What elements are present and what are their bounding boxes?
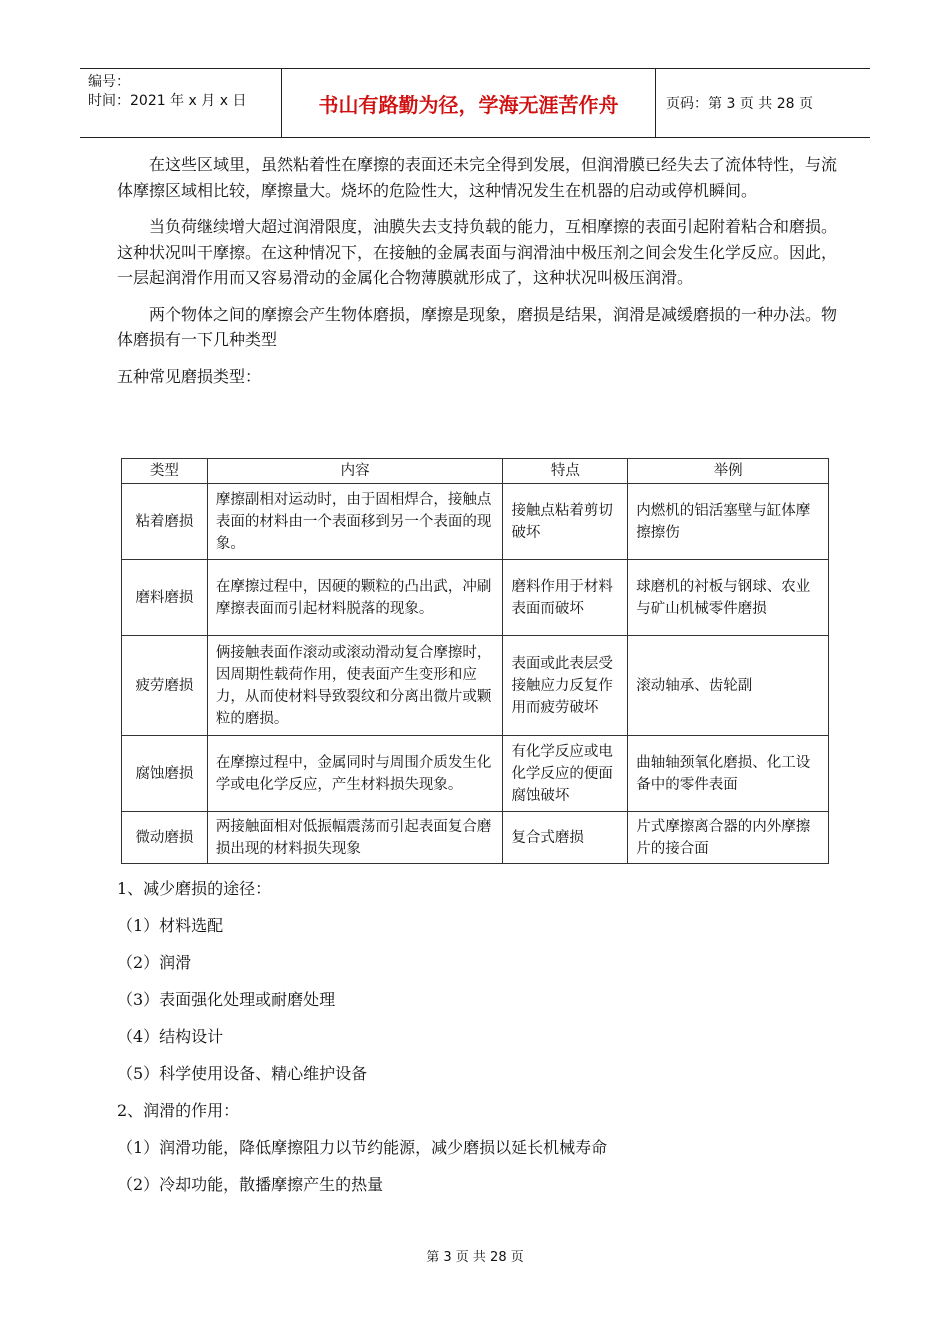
feature-cell: 有化学反应或电化学反应的便面腐蚀破坏 <box>503 736 628 812</box>
type-cell: 粘着磨损 <box>122 484 208 560</box>
body-text <box>117 152 837 401</box>
list-item: （2）冷却功能，散播摩擦产生的热量 <box>117 1175 384 1194</box>
header-page-info: 页码：第 3 页 共 28 页 <box>666 96 813 112</box>
header-cell: 特点 <box>503 459 628 484</box>
list-item: （3）表面强化处理或耐磨处理 <box>117 990 336 1009</box>
table-header-row <box>122 459 829 484</box>
table-title: 五种常见磨损类型： <box>117 366 262 386</box>
lists <box>117 876 837 1209</box>
section-title: 2、润滑的作用： <box>117 1101 240 1120</box>
content-cell: 在摩擦过程中，金属同时与周围介质发生化学或电化学反应，产生材料损失现象。 <box>207 736 503 812</box>
type-cell: 磨料磨损 <box>122 560 208 636</box>
header-cell: 举例 <box>628 459 829 484</box>
feature-cell: 表面或此表层受接触应力反复作用而疲劳破坏 <box>503 636 628 736</box>
type-cell: 疲劳磨损 <box>122 636 208 736</box>
content-cell: 俩接触表面作滚动或滚动滑动复合摩擦时，因周期性载荷作用，使表面产生变形和应力，从而使材料导致裂纹和分离出微片或颗粒的磨损。 <box>207 636 503 736</box>
content-cell: 在摩擦过程中，因硬的颗粒的凸出武，冲刷摩擦表面而引起材料脱落的现象。 <box>207 560 503 636</box>
header-meta <box>80 69 282 137</box>
header-cell: 内容 <box>207 459 503 484</box>
list-item: （1）材料选配 <box>117 916 224 935</box>
type-cell: 微动磨损 <box>122 812 208 864</box>
table-row <box>122 636 829 736</box>
feature-cell: 复合式磨损 <box>503 812 628 864</box>
example-cell: 曲轴轴颈氧化磨损、化工设备中的零件表面 <box>628 736 829 812</box>
time-label: 时间：2021 年 x 月 x 日 <box>88 93 247 109</box>
list-item: （1）润滑功能，降低摩擦阻力以节约能源，减少磨损以延长机械寿命 <box>117 1138 608 1157</box>
list-item: （4）结构设计 <box>117 1027 224 1046</box>
paragraph: 在这些区域里，虽然粘着性在摩擦的表面还未完全得到发展，但润滑膜已经失去了流体特性，与流体摩擦区域相比较，摩擦量大。烧坏的危险性大，这种情况发生在机器的启动或停机瞬间。 <box>117 155 838 200</box>
feature-cell: 接触点粘着剪切破坏 <box>503 484 628 560</box>
table-row <box>122 736 829 812</box>
paragraph: 当负荷继续增大超过润滑限度，油膜失去支持负载的能力，互相摩擦的表面引起附着粘合和磨损。这种状况叫干摩擦。在这种情况下，在接触的金属表面与润滑油中极压剂之间会发生化学反应。因此，一层起润滑作用而又容易滑动的金属化合物薄膜就形成了，这种状况叫极压润滑。 <box>117 217 838 287</box>
page-header <box>80 68 870 138</box>
table-row <box>122 560 829 636</box>
section-title: 1、减少磨损的途径： <box>117 879 272 898</box>
example-cell: 内燃机的铝活塞壁与缸体摩擦擦伤 <box>628 484 829 560</box>
paragraph: 两个物体之间的摩擦会产生物体磨损，摩擦是现象，磨损是结果，润滑是减缓磨损的一种办法。物体磨损有一下几种类型 <box>117 304 838 349</box>
type-cell: 腐蚀磨损 <box>122 736 208 812</box>
header-cell: 类型 <box>122 459 208 484</box>
list-item: （5）科学使用设备、精心维护设备 <box>117 1064 368 1083</box>
content-cell: 摩擦副相对运动时，由于固相焊合，接触点表面的材料由一个表面移到另一个表面的现象。 <box>207 484 503 560</box>
example-cell: 球磨机的衬板与钢球、农业与矿山机械零件磨损 <box>628 560 829 636</box>
wear-types-table <box>121 458 829 864</box>
content-cell: 两接触面相对低振幅震荡而引起表面复合磨损出现的材料损失现象 <box>207 812 503 864</box>
header-motto: 书山有路勤为径，学海无涯苦作舟 <box>282 69 656 137</box>
example-cell: 滚动轴承、齿轮副 <box>628 636 829 736</box>
table-row <box>122 812 829 864</box>
example-cell: 片式摩擦离合器的内外摩擦片的接合面 <box>628 812 829 864</box>
feature-cell: 磨料作用于材料表面而破坏 <box>503 560 628 636</box>
list-item: （2）润滑 <box>117 953 192 972</box>
table-row <box>122 484 829 560</box>
number-label: 编号： <box>88 74 130 90</box>
page-footer: 第 3 页 共 28 页 <box>426 1250 524 1265</box>
